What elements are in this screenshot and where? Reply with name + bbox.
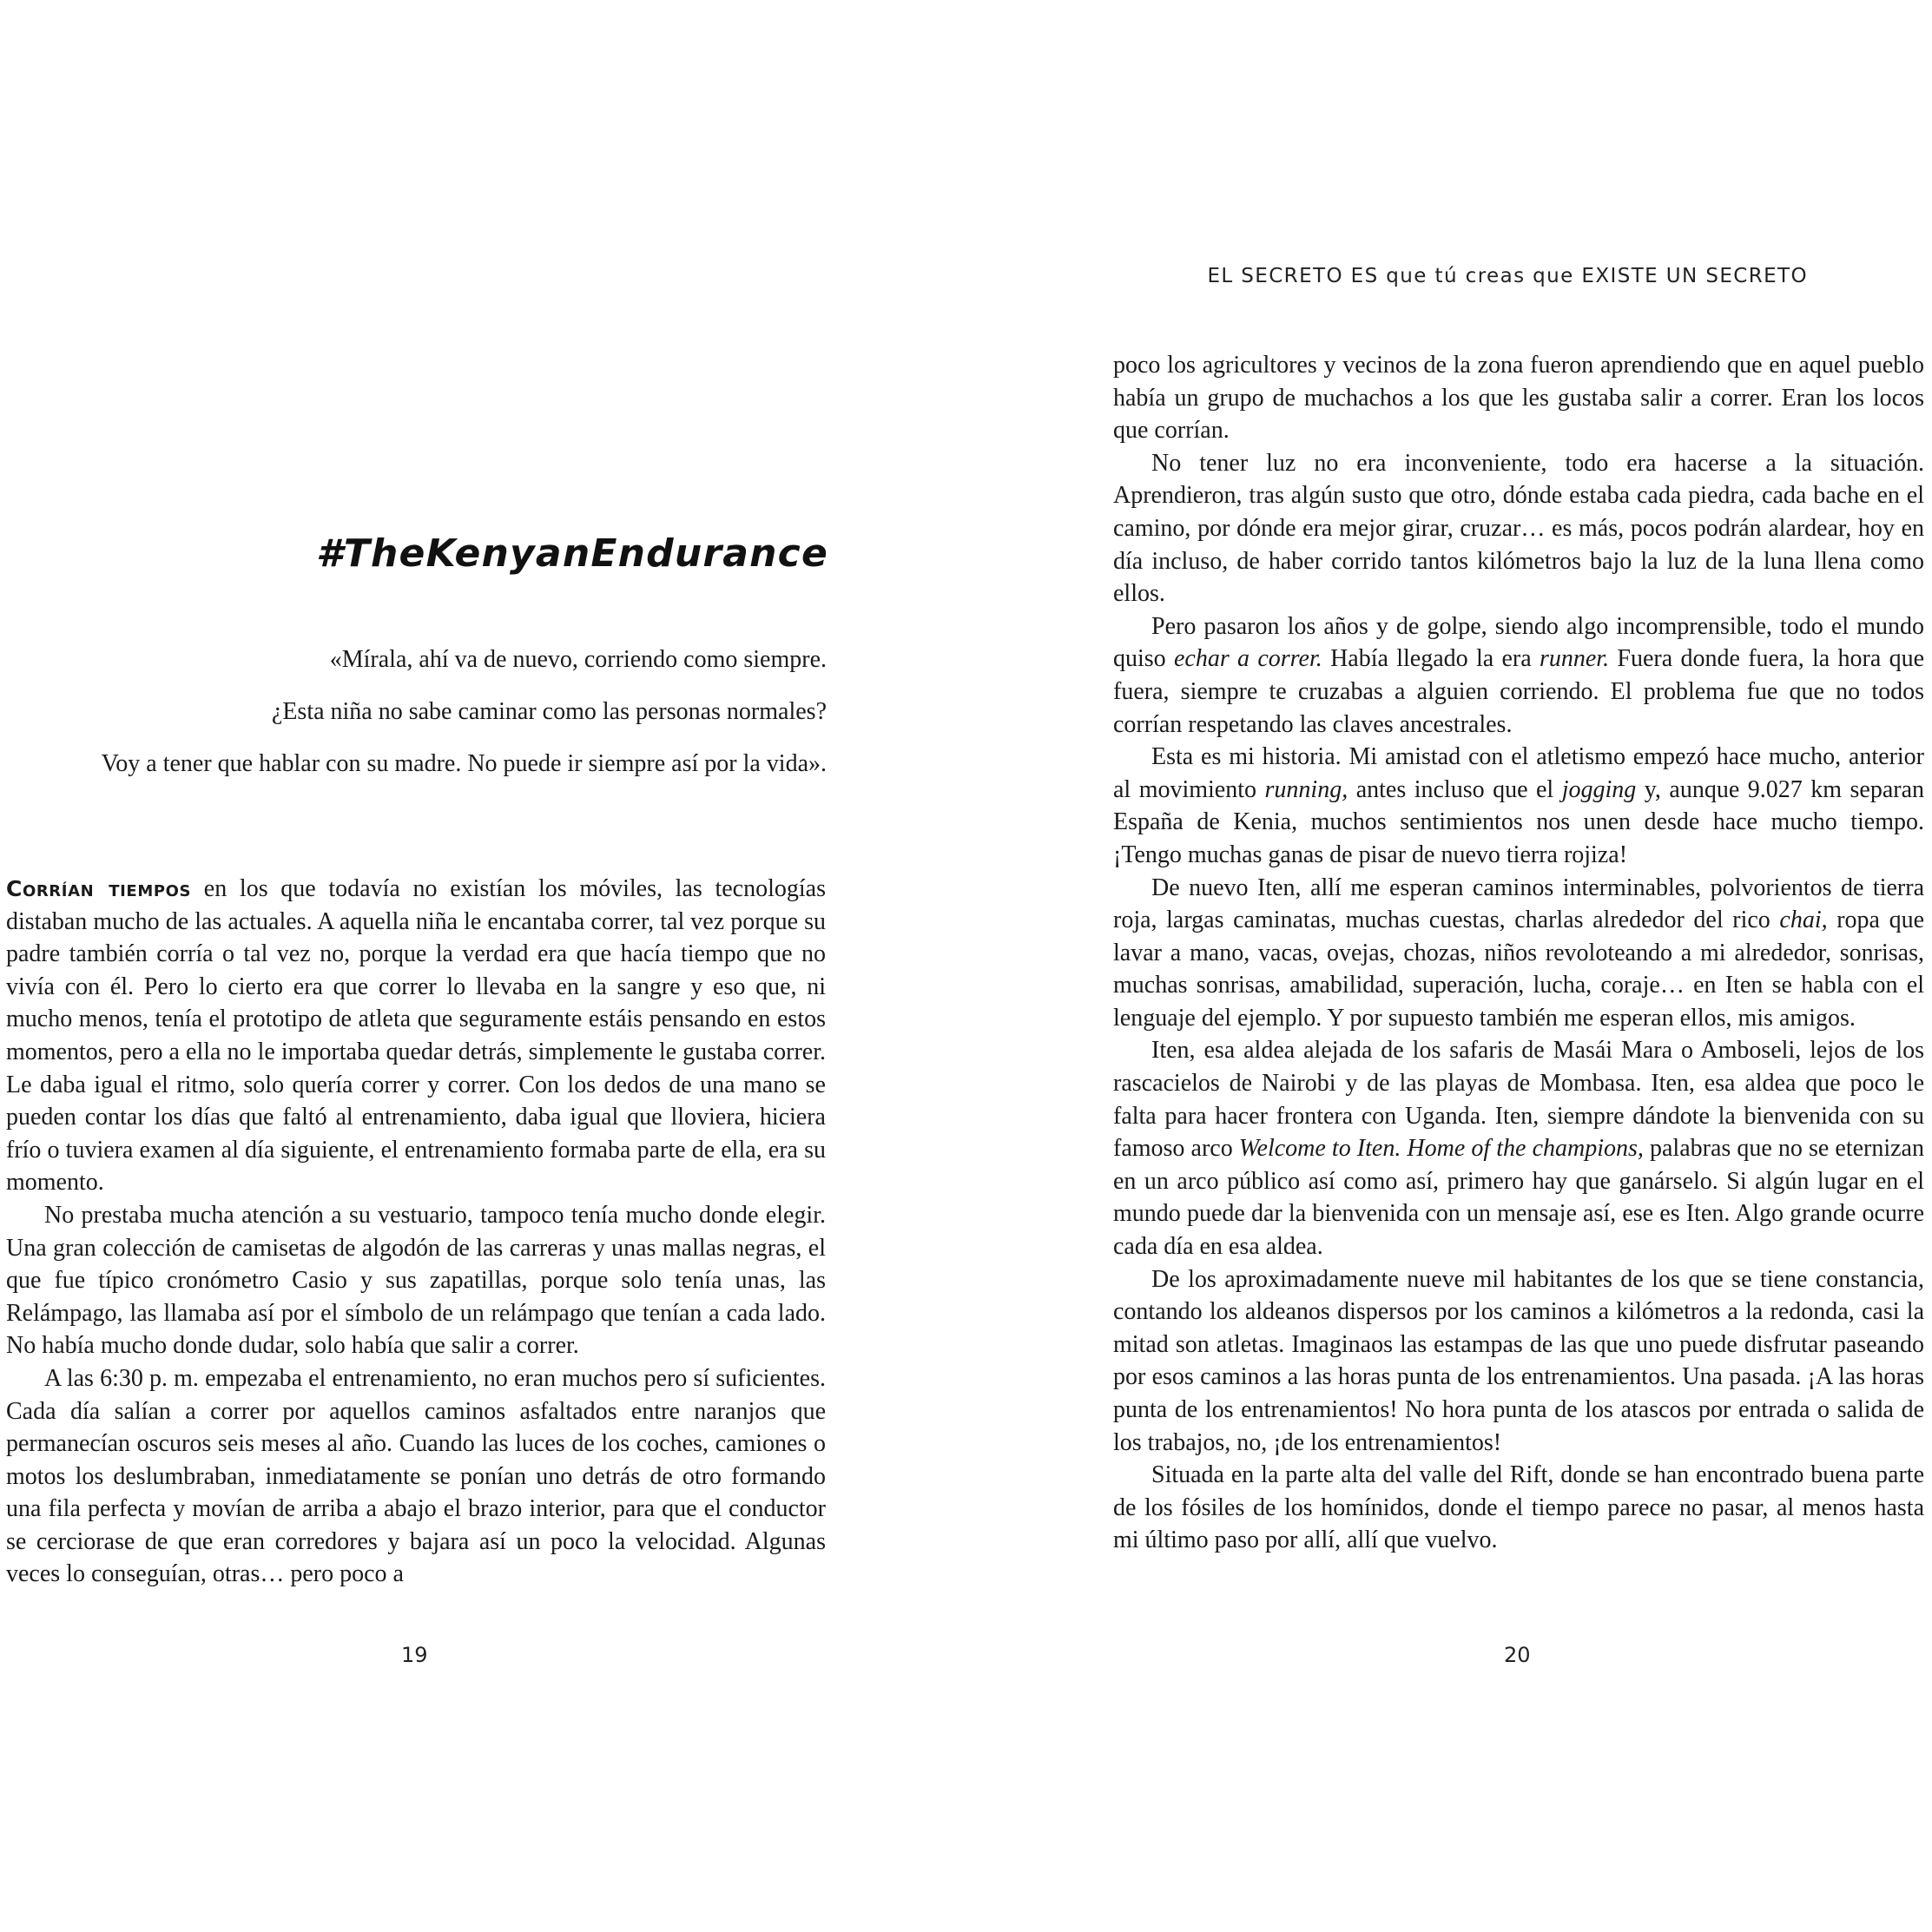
italic-term: running, <box>1264 775 1348 803</box>
body-paragraph <box>1113 610 1924 741</box>
body-paragraph: Situada en la parte alta del valle del Rift, donde se han encontrado buena parte de los fósiles de los homínidos, donde el tiempo parece no pasar, al menos hasta mi último paso por allí, allí que vuelvo. <box>1113 1461 1924 1554</box>
lead-in-smallcaps: Corrían tiempos <box>6 876 192 901</box>
epigraph-line: ¿Esta niña no sabe caminar como las personas normales? <box>271 698 827 725</box>
page-number: 20 <box>1504 1643 1531 1667</box>
italic-term: echar a correr. <box>1173 645 1322 673</box>
body-paragraph: A las 6:30 p. m. empezaba el entrenamiento, no eran muchos pero sí suficientes. Cada día salían a correr por aquellos caminos asfaltados entre naranjos que permanecían oscuros seis meses al año. Cuando las luces de los coches, camiones o motos los deslumbraban, inmediatamente se ponían uno detrás de otro formando una fila perfecta y movían de arriba a abajo el brazo interior, para que el conductor se cerciorase de que eran corredores y bajara así un poco la velocidad. Algunas veces lo conseguían, otras… pero poco a <box>6 1364 826 1588</box>
body-paragraph: poco los agricultores y vecinos de la zona fueron aprendiendo que en aquel pueblo había un grupo de muchachos a los que les gustaba salir a correr. Eran los locos que corrían. <box>1113 352 1924 445</box>
body-paragraph <box>1113 872 1924 1035</box>
paragraph-text: Pero pasaron los años y de golpe, siendo algo incomprensible, todo el mundo quiso <box>1113 612 1924 673</box>
paragraph-text: Esta es mi historia. Mi amistad con el atletismo empezó hace mucho, anterior al movimiento <box>1113 743 1924 803</box>
epigraph-line: «Mírala, ahí va de nuevo, corriendo como siempre. <box>329 646 827 673</box>
body-paragraph: No tener luz no era inconveniente, todo era hacerse a la situación. Aprendieron, tras algún susto que otro, dónde estaba cada piedra, cada bache en el camino, por dónde era mejor girar, cruzar… es más, pocos podrán alardear, hoy en día incluso, de haber corrido tantos kilómetros bajo la luz de la luna llena como ellos. <box>1113 449 1924 608</box>
paragraph-text: Había llegado la era <box>1322 645 1540 673</box>
body-paragraph: No prestaba mucha atención a su vestuario, tampoco tenía mucho donde elegir. Una gran colección de camisetas de algodón de las carreras y unas mallas negras, el que fue típico cronómetro Casio y sus zapatillas, porque solo tenía unas, las Relámpago, las llamaba así por el símbolo de un relámpago que tenían a cada lado. No había mucho donde dudar, solo había que salir a correr. <box>6 1201 826 1360</box>
paragraph-text: palabras que no se eternizan en un arco público así como así, primero hay que ganárselo. Si algún lugar en el mundo puede dar la bienvenida con un mensaje así, ese es Iten. Algo grande ocurre cada día en esa aldea. <box>1113 1135 1924 1261</box>
paragraph-text: ropa que lavar a mano, vacas, ovejas, chozas, niños revoloteando a mi alrededor, sonrisas, muchas sonrisas, amabilidad, superación, lucha, coraje… en Iten se habla con el lenguaje del ejemplo. Y por supuesto también me esperan ellos, mis amigos. <box>1113 907 1924 1032</box>
left-body-text <box>6 873 826 1591</box>
paragraph-text: De nuevo Iten, allí me esperan caminos interminables, polvorientos de tierra roja, largas caminatas, muchas cuestas, charlas alrededor del rico <box>1113 874 1924 934</box>
italic-term: Welcome to Iten. Home of the champions, <box>1238 1135 1644 1163</box>
body-paragraph <box>1113 741 1924 871</box>
right-body-text <box>1113 349 1924 1557</box>
paragraph-text: y, aunque 9.027 km separan España de Kenia, muchos sentimientos nos unen desde hace mucho tiempo. ¡Tengo muchas ganas de pisar de nuevo tierra rojiza! <box>1113 775 1924 868</box>
italic-term: jogging <box>1561 775 1637 803</box>
paragraph-text: Fuera donde fuera, la hora que fuera, siempre te cruzabas a alguien corriendo. El problema fue que no todos corrían respetando las claves ancestrales. <box>1113 645 1925 738</box>
italic-term: chai, <box>1779 907 1828 934</box>
chapter-title: #TheKenyanEndurance <box>316 531 828 576</box>
body-paragraph <box>1113 1034 1924 1263</box>
right-page <box>966 0 1932 1932</box>
italic-term: runner. <box>1539 645 1610 673</box>
body-paragraph: De los aproximadamente nueve mil habitantes de los que se tiene constancia, contando los aldeanos dispersos por los caminos a kilómetros a la redonda, casi la mitad son atletas. Imaginaos las estampas de las que uno puede disfrutar paseando por esos caminos a las horas punta de los entrenamientos. Una pasada. ¡A las horas punta de los entrenamientos! No hora punta de los atascos por entrada o salida de los trabajos, no, ¡de los entrenamientos! <box>1113 1265 1924 1456</box>
epigraph-line: Voy a tener que hablar con su madre. No puede ir siempre así por la vida». <box>101 750 827 777</box>
page-number: 19 <box>401 1643 428 1667</box>
paragraph-text: en los que todavía no existían los móviles, las tecnologías distaban mucho de las actuales. A aquella niña le encantaba correr, tal vez porque su padre también corría o tal vez no, porque la verdad era que hacía tiempo que no vivía con él. Pero lo cierto era que correr lo llevaba en la sangre y eso que, ni mucho menos, tenía el prototipo de atleta que seguramente estáis pensando en estos momentos, pero a ella no le importaba quedar detrás, simplemente le gustaba correr. Le daba igual el ritmo, solo quería correr y correr. Con los dedos de una mano se pueden contar los días que faltó al entrenamiento, daba igual que lloviera, hiciera frío o tuviera examen al día siguiente, el entrenamiento formaba parte de ella, era su momento. <box>6 875 826 1197</box>
paragraph-text: Iten, esa aldea alejada de los safaris de Masái Mara o Amboseli, lejos de los rascacielos de Nairobi y de las playas de Mombasa. Iten, esa aldea que poco le falta para hacer frontera con Uganda. Iten, siempre dándote la bienvenida con su famoso arco <box>1113 1037 1924 1163</box>
running-head: EL SECRETO ES que tú creas que EXISTE UN SECRETO <box>1207 265 1808 287</box>
body-paragraph <box>6 873 826 1199</box>
paragraph-text: antes incluso que el <box>1348 775 1562 803</box>
epigraph <box>0 634 827 790</box>
